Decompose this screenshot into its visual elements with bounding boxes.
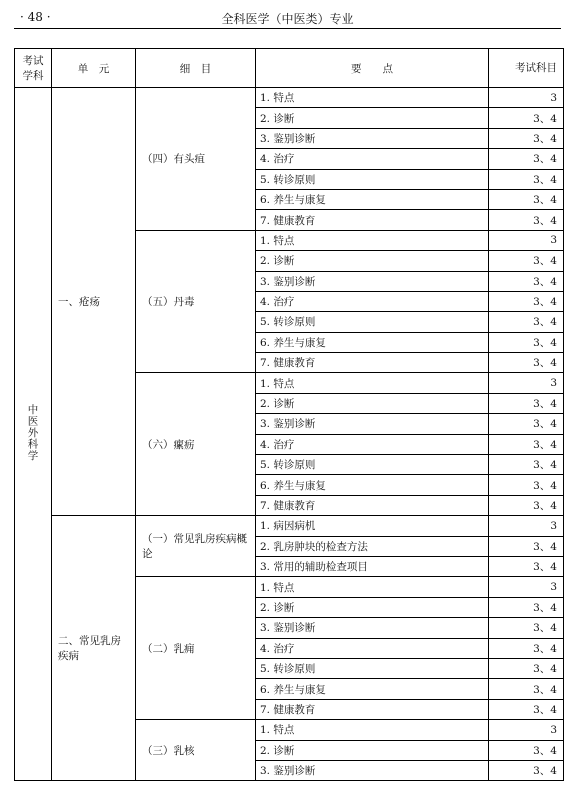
point-cell: 1. 特点	[256, 230, 489, 250]
point-cell: 4. 治疗	[256, 434, 489, 454]
level-cell: 3、4	[489, 393, 564, 413]
level-cell: 3、4	[489, 679, 564, 699]
point-cell: 2. 乳房肿块的检查方法	[256, 536, 489, 556]
col-header-unit: 单 元	[52, 49, 136, 88]
syllabus-table	[14, 48, 564, 781]
point-cell: 2. 诊断	[256, 393, 489, 413]
point-cell: 6. 养生与康复	[256, 679, 489, 699]
point-cell: 1. 特点	[256, 88, 489, 108]
level-cell: 3、4	[489, 638, 564, 658]
level-cell: 3、4	[489, 597, 564, 617]
level-cell: 3、4	[489, 128, 564, 148]
point-cell: 3. 鉴别诊断	[256, 414, 489, 434]
level-cell: 3、4	[489, 455, 564, 475]
point-cell: 3. 鉴别诊断	[256, 271, 489, 291]
level-cell: 3、4	[489, 210, 564, 230]
point-cell: 7. 健康教育	[256, 699, 489, 719]
page-header	[14, 6, 561, 29]
level-cell: 3、4	[489, 556, 564, 576]
col-header-detail: 细 目	[136, 49, 256, 88]
point-cell: 6. 养生与康复	[256, 475, 489, 495]
level-cell: 3	[489, 720, 564, 740]
point-cell: 7. 健康教育	[256, 495, 489, 515]
level-cell: 3、4	[489, 189, 564, 209]
level-cell: 3	[489, 516, 564, 536]
detail-cell: （一）常见乳房疾病概论	[136, 516, 256, 577]
level-cell: 3、4	[489, 618, 564, 638]
level-cell: 3、4	[489, 251, 564, 271]
point-cell: 5. 转诊原则	[256, 455, 489, 475]
detail-cell: （五）丹毒	[136, 230, 256, 373]
point-cell: 4. 治疗	[256, 149, 489, 169]
point-cell: 1. 特点	[256, 720, 489, 740]
level-cell: 3、4	[489, 434, 564, 454]
point-cell: 3. 鉴别诊断	[256, 128, 489, 148]
page-number: · 48 ·	[20, 10, 51, 24]
point-cell: 6. 养生与康复	[256, 189, 489, 209]
point-cell: 4. 治疗	[256, 291, 489, 311]
point-cell: 3. 常用的辅助检查项目	[256, 556, 489, 576]
level-cell: 3	[489, 373, 564, 393]
point-cell: 5. 转诊原则	[256, 169, 489, 189]
level-cell: 3、4	[489, 169, 564, 189]
point-cell: 1. 特点	[256, 373, 489, 393]
point-cell: 7. 健康教育	[256, 353, 489, 373]
point-cell: 2. 诊断	[256, 108, 489, 128]
point-cell: 2. 诊断	[256, 251, 489, 271]
level-cell: 3、4	[489, 475, 564, 495]
level-cell: 3、4	[489, 740, 564, 760]
level-cell: 3、4	[489, 332, 564, 352]
level-cell: 3、4	[489, 699, 564, 719]
point-cell: 2. 诊断	[256, 740, 489, 760]
level-cell: 3、4	[489, 291, 564, 311]
level-cell: 3、4	[489, 536, 564, 556]
level-cell: 3、4	[489, 271, 564, 291]
subject-cell	[15, 88, 52, 781]
level-cell: 3、4	[489, 495, 564, 515]
point-cell: 6. 养生与康复	[256, 332, 489, 352]
detail-cell: （四）有头疽	[136, 88, 256, 231]
level-cell: 3、4	[489, 658, 564, 678]
point-cell: 5. 转诊原则	[256, 312, 489, 332]
level-cell: 3	[489, 577, 564, 597]
col-header-points: 要 点	[256, 49, 489, 88]
subject-label: 中医外科学	[26, 403, 39, 462]
table-row	[15, 516, 564, 536]
point-cell: 3. 鉴别诊断	[256, 618, 489, 638]
point-cell: 1. 病因病机	[256, 516, 489, 536]
level-cell: 3、4	[489, 312, 564, 332]
level-cell: 3	[489, 88, 564, 108]
level-cell: 3、4	[489, 414, 564, 434]
table-body	[15, 88, 564, 781]
table-row	[15, 88, 564, 108]
point-cell: 4. 治疗	[256, 638, 489, 658]
point-cell: 1. 特点	[256, 577, 489, 597]
point-cell: 5. 转诊原则	[256, 658, 489, 678]
level-cell: 3、4	[489, 108, 564, 128]
point-cell: 3. 鉴别诊断	[256, 760, 489, 780]
detail-cell: （三）乳核	[136, 720, 256, 781]
detail-cell: （六）瘰疬	[136, 373, 256, 516]
col-header-subject: 考试学科	[15, 49, 52, 88]
level-cell: 3	[489, 230, 564, 250]
level-cell: 3、4	[489, 353, 564, 373]
table-header-row	[15, 49, 564, 88]
detail-cell: （二）乳痈	[136, 577, 256, 720]
col-header-level: 考试科目	[489, 49, 564, 88]
unit-cell: 二、常见乳房疾病	[52, 516, 136, 781]
point-cell: 7. 健康教育	[256, 210, 489, 230]
level-cell: 3、4	[489, 760, 564, 780]
point-cell: 2. 诊断	[256, 597, 489, 617]
level-cell: 3、4	[489, 149, 564, 169]
unit-cell: 一、疮疡	[52, 88, 136, 516]
page-title: 全科医学（中医类）专业	[221, 12, 354, 26]
